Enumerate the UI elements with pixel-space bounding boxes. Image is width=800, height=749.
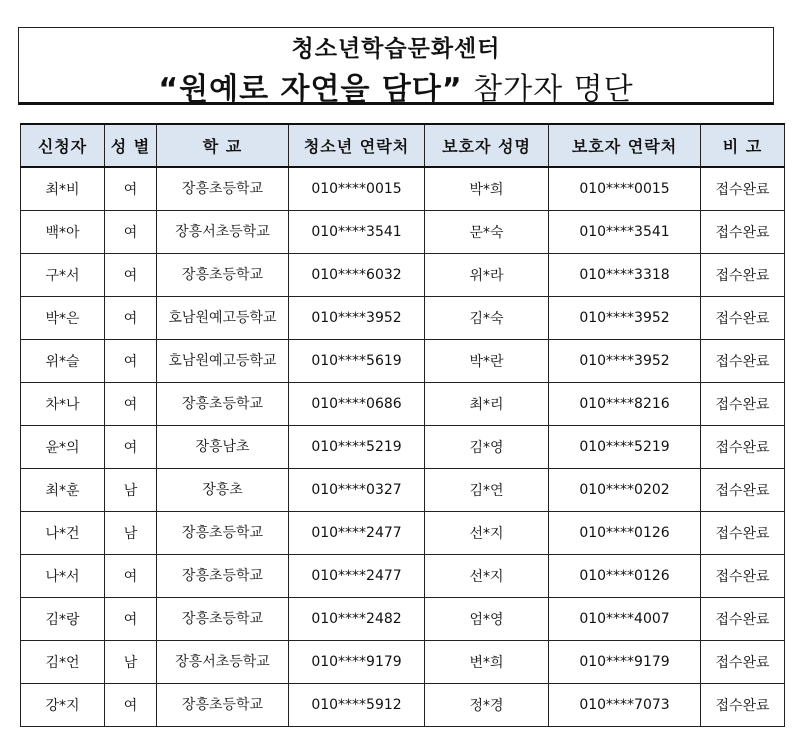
school-cell xyxy=(157,254,289,297)
gender-cell: 여 xyxy=(105,254,157,297)
note-cell: 접수완료 xyxy=(701,555,785,598)
note-cell: 접수완료 xyxy=(701,297,785,340)
school-name: 장흥초등학교 xyxy=(181,610,264,627)
guardian-name-cell: 정*경 xyxy=(425,684,549,727)
guardian-phone-cell: 010****0015 xyxy=(549,167,701,211)
gender-cell: 남 xyxy=(105,512,157,555)
gender-cell: 여 xyxy=(105,340,157,383)
school-name: 장흥초등학교 xyxy=(181,696,264,713)
participant-table xyxy=(20,123,785,727)
school-name: 장흥초등학교 xyxy=(181,395,264,412)
table-row xyxy=(21,254,785,297)
school-cell xyxy=(157,211,289,254)
table-row xyxy=(21,469,785,512)
table-row xyxy=(21,512,785,555)
school-name: 장흥초 xyxy=(202,481,243,498)
note-cell: 접수완료 xyxy=(701,383,785,426)
gender-cell: 여 xyxy=(105,383,157,426)
table-row xyxy=(21,340,785,383)
gender-cell: 남 xyxy=(105,641,157,684)
youth-phone-cell: 010****2477 xyxy=(289,555,425,598)
gender-cell: 남 xyxy=(105,469,157,512)
guardian-name-cell: 선*지 xyxy=(425,555,549,598)
youth-phone-cell: 010****3541 xyxy=(289,211,425,254)
guardian-phone-cell: 010****4007 xyxy=(549,598,701,641)
gender-cell: 여 xyxy=(105,684,157,727)
note-cell: 접수완료 xyxy=(701,512,785,555)
guardian-name-cell: 최*리 xyxy=(425,383,549,426)
note-cell: 접수완료 xyxy=(701,211,785,254)
guardian-name-cell: 문*숙 xyxy=(425,211,549,254)
table-row xyxy=(21,555,785,598)
guardian-phone-cell: 010****3318 xyxy=(549,254,701,297)
col-applicant: 신청자 xyxy=(21,124,105,167)
title-box xyxy=(18,27,774,105)
youth-phone-cell: 010****6032 xyxy=(289,254,425,297)
guardian-phone-cell: 010****0202 xyxy=(549,469,701,512)
guardian-phone-cell: 010****0126 xyxy=(549,512,701,555)
note-cell: 접수완료 xyxy=(701,684,785,727)
table-row xyxy=(21,684,785,727)
school-name: 호남원예고등학교 xyxy=(168,309,277,326)
guardian-name-cell: 박*희 xyxy=(425,167,549,211)
table-body xyxy=(21,167,785,727)
school-cell xyxy=(157,555,289,598)
applicant-name-cell: 나*서 xyxy=(21,555,105,598)
applicant-name-cell: 구*서 xyxy=(21,254,105,297)
youth-phone-cell: 010****0015 xyxy=(289,167,425,211)
guardian-phone-cell: 010****3541 xyxy=(549,211,701,254)
col-gender: 성 별 xyxy=(105,124,157,167)
center-name: 청소년학습문화센터 xyxy=(291,36,501,62)
col-youth-phone: 청소년 연락처 xyxy=(289,124,425,167)
applicant-name-cell: 위*슬 xyxy=(21,340,105,383)
roster-label: 참가자 명단 xyxy=(473,72,634,107)
school-name: 호남원예고등학교 xyxy=(168,352,277,369)
guardian-phone-cell: 010****0126 xyxy=(549,555,701,598)
guardian-name-cell: 선*지 xyxy=(425,512,549,555)
youth-phone-cell: 010****5912 xyxy=(289,684,425,727)
applicant-name-cell: 강*지 xyxy=(21,684,105,727)
guardian-name-cell: 김*연 xyxy=(425,469,549,512)
school-cell xyxy=(157,167,289,211)
gender-cell: 여 xyxy=(105,598,157,641)
note-cell: 접수완료 xyxy=(701,426,785,469)
school-cell xyxy=(157,297,289,340)
guardian-name-cell: 변*희 xyxy=(425,641,549,684)
guardian-name-cell: 박*란 xyxy=(425,340,549,383)
table-row xyxy=(21,211,785,254)
school-cell xyxy=(157,598,289,641)
note-cell: 접수완료 xyxy=(701,167,785,211)
guardian-name-cell: 김*영 xyxy=(425,426,549,469)
school-cell xyxy=(157,340,289,383)
col-school: 학 교 xyxy=(157,124,289,167)
col-guardian-name: 보호자 성명 xyxy=(425,124,549,167)
youth-phone-cell: 010****5619 xyxy=(289,340,425,383)
table-row xyxy=(21,297,785,340)
note-cell: 접수완료 xyxy=(701,254,785,297)
col-guardian-phone: 보호자 연락처 xyxy=(549,124,701,167)
table-row xyxy=(21,641,785,684)
school-cell xyxy=(157,641,289,684)
table-row xyxy=(21,598,785,641)
school-cell xyxy=(157,684,289,727)
col-note: 비 고 xyxy=(701,124,785,167)
youth-phone-cell: 010****5219 xyxy=(289,426,425,469)
applicant-name-cell: 나*건 xyxy=(21,512,105,555)
school-name: 장흥초등학교 xyxy=(181,524,264,541)
school-cell xyxy=(157,383,289,426)
program-title xyxy=(19,64,773,108)
school-name: 장흥초등학교 xyxy=(181,266,264,283)
guardian-name-cell: 위*라 xyxy=(425,254,549,297)
school-name: 장흥서초등학교 xyxy=(175,223,270,240)
guardian-phone-cell: 010****5219 xyxy=(549,426,701,469)
gender-cell: 여 xyxy=(105,426,157,469)
school-cell xyxy=(157,426,289,469)
note-cell: 접수완료 xyxy=(701,340,785,383)
school-name: 장흥서초등학교 xyxy=(175,653,270,670)
table-row xyxy=(21,383,785,426)
youth-phone-cell: 010****3952 xyxy=(289,297,425,340)
school-name: 장흥남초 xyxy=(195,438,250,455)
guardian-name-cell: 엄*영 xyxy=(425,598,549,641)
school-cell xyxy=(157,512,289,555)
applicant-name-cell: 김*언 xyxy=(21,641,105,684)
note-cell: 접수완료 xyxy=(701,469,785,512)
applicant-name-cell: 차*나 xyxy=(21,383,105,426)
guardian-phone-cell: 010****8216 xyxy=(549,383,701,426)
gender-cell: 여 xyxy=(105,167,157,211)
guardian-phone-cell: 010****9179 xyxy=(549,641,701,684)
applicant-name-cell: 김*랑 xyxy=(21,598,105,641)
school-cell xyxy=(157,469,289,512)
table-row xyxy=(21,167,785,211)
youth-phone-cell: 010****0686 xyxy=(289,383,425,426)
school-name: 장흥초등학교 xyxy=(181,567,264,584)
youth-phone-cell: 010****0327 xyxy=(289,469,425,512)
applicant-name-cell: 박*은 xyxy=(21,297,105,340)
school-name: 장흥초등학교 xyxy=(181,180,264,197)
youth-phone-cell: 010****9179 xyxy=(289,641,425,684)
note-cell: 접수완료 xyxy=(701,641,785,684)
gender-cell: 여 xyxy=(105,297,157,340)
guardian-phone-cell: 010****3952 xyxy=(549,340,701,383)
header-row xyxy=(21,124,785,167)
gender-cell: 여 xyxy=(105,211,157,254)
note-cell: 접수완료 xyxy=(701,598,785,641)
gender-cell: 여 xyxy=(105,555,157,598)
guardian-name-cell: 김*숙 xyxy=(425,297,549,340)
youth-phone-cell: 010****2477 xyxy=(289,512,425,555)
guardian-phone-cell: 010****7073 xyxy=(549,684,701,727)
youth-phone-cell: 010****2482 xyxy=(289,598,425,641)
table-row xyxy=(21,426,785,469)
program-name: “원예로 자연을 담다” xyxy=(158,72,463,107)
applicant-name-cell: 최*훈 xyxy=(21,469,105,512)
applicant-name-cell: 최*비 xyxy=(21,167,105,211)
applicant-name-cell: 윤*의 xyxy=(21,426,105,469)
guardian-phone-cell: 010****3952 xyxy=(549,297,701,340)
applicant-name-cell: 백*아 xyxy=(21,211,105,254)
